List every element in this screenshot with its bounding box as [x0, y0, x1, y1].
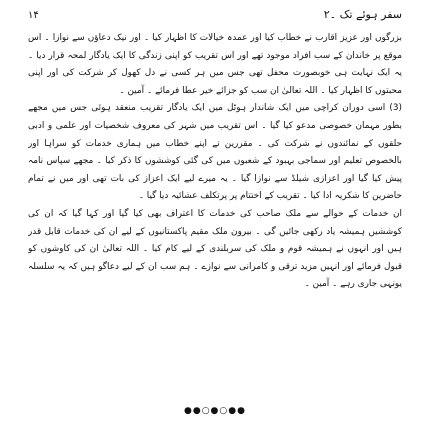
paragraph: بزرگوں اور عزیز اقارب نے خطاب کیا اور عمدہ خیالات کا اظہار کیا ۔ اور نیک دعاؤں سے نوازا ۔ اس موقع پر خاندان کے سب افراد موجود تھے اور اس تقریب کو اپنی زندگی کا ایک یادگار لمحہ قرار دیا ۔ یہ ایک نہایت ہی خوبصورت محفل تھی جس میں ہر کسی نے دل کھول کر شرکت کی اور اپنی محبتوں کا اظہار کیا ۔ اللہ تعالیٰ ان سب کو جزائے خیر عطا فرمائے ۔ آمین ۔: [28, 33, 402, 96]
page-header: [28, 8, 402, 26]
section-separator: ●●○●○●●: [184, 406, 246, 416]
paragraph: ان خدمات کے حوالے سے ملک صاحب کی خدمات کا اعتراف بھی کیا گیا اور کہا گیا کہ ان کی کوششیں ہمیشہ یاد رکھی جائیں گی ۔ بیرون ملک مقیم پاکستانیوں کے لیے ان کی خدمات قابل قدر ہیں اور انہوں نے ہمیشہ قوم و ملک کی سربلندی کے لیے کام کیا ۔ اللہ تعالیٰ ان کی کاوشوں کو قبول فرمائے اور انہیں مزید ترقی و کامرانی سے نوازے ۔ ہم سب ان کے لیے دعاگو ہیں کہ یہ سلسلہ یونہی جاری رہے ۔ آمین ۔: [28, 208, 402, 290]
running-title: سفر ہوئے تک ۔۲: [323, 8, 402, 21]
body-text: [28, 30, 402, 395]
paragraph: (3) اسی دوران کراچی میں ایک شاندار ہوٹل میں ایک یادگار تقریب منعقد ہوئی جس میں مجھے بطور مہمان خصوصی مدعو کیا گیا ۔ اس تقریب میں شہر کی معروف شخصیات اور علمی و ادبی حلقوں کے نمائندوں نے شرکت کی ۔ مقررین نے اپنے خطاب میں ہماری خدمات کو سراہا اور بالخصوص تعلیم اور سماجی بہبود کے شعبوں میں کی گئی کوششوں کا ذکر کیا ۔ مجھے سپاس نامہ پیش کیا گیا اور اعزازی شیلڈ سے نوازا گیا ۔ یہ میرے لیے ایک اعزاز کی بات تھی اور میں نے تمام حاضرین کا شکریہ ادا کیا ۔ تقریب کے اختتام پر پرتکلف عشائیہ دیا گیا ۔: [28, 103, 402, 202]
page-number: ۱۴: [28, 10, 39, 21]
